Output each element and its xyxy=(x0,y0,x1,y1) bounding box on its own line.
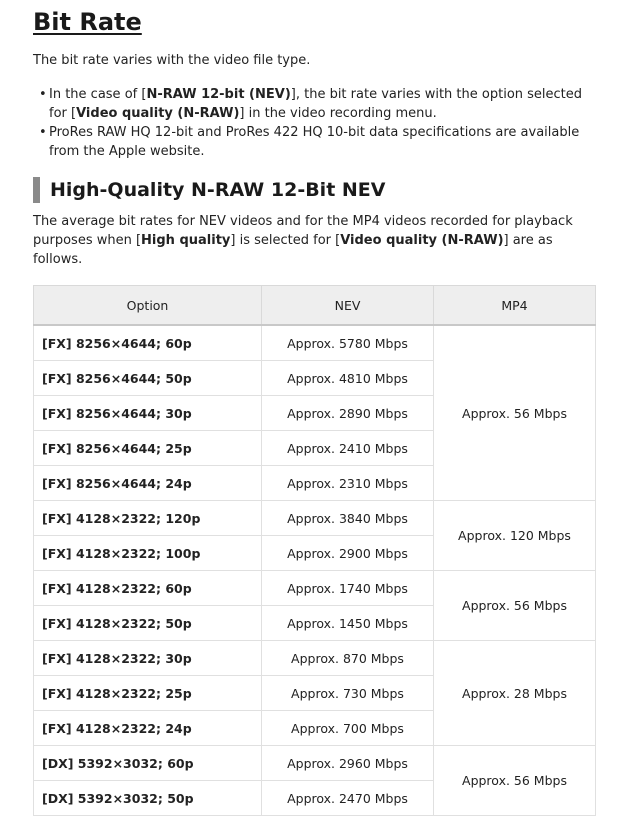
option-cell xyxy=(34,536,262,571)
desc-text: ] are as follows. xyxy=(33,233,553,267)
note-text: ], the bit rate varies with the option selected for [ xyxy=(49,87,583,121)
option-label: [FX] 4128×2322; 60p xyxy=(42,580,192,596)
option-cell xyxy=(34,501,262,536)
intro-text: The bit rate varies with the video file type. xyxy=(33,53,311,68)
mp4-cell: Approx. 56 Mbps xyxy=(434,325,596,501)
option-cell xyxy=(34,676,262,711)
option-cell xyxy=(34,711,262,746)
note-item-prores: • ProRes RAW HQ 12-bit and ProRes 422 HQ 10-bit data specifications are available from the Apple website. xyxy=(49,123,595,161)
notes-list xyxy=(33,85,595,161)
note-item-nraw xyxy=(49,85,595,123)
option-cell xyxy=(34,361,262,396)
option-label: [FX] 8256×4644; 24p xyxy=(42,475,192,491)
option-label: [DX] 5392×3032; 50p xyxy=(42,790,194,806)
option-cell xyxy=(34,431,262,466)
nev-cell: Approx. 5780 Mbps xyxy=(262,325,434,361)
option-cell xyxy=(34,571,262,606)
nev-cell: Approx. 3840 Mbps xyxy=(262,501,434,536)
header-mp4: MP4 xyxy=(434,286,596,326)
option-cell xyxy=(34,641,262,676)
nev-cell: Approx. 870 Mbps xyxy=(262,641,434,676)
option-cell xyxy=(34,396,262,431)
option-label: [FX] 4128×2322; 120p xyxy=(42,510,201,526)
note-bold-term: Video quality (N-RAW) xyxy=(76,106,240,121)
mp4-cell: Approx. 28 Mbps xyxy=(434,641,596,746)
desc-bold-term: Video quality (N-RAW) xyxy=(340,233,504,248)
nev-cell: Approx. 2470 Mbps xyxy=(262,781,434,816)
option-label: [FX] 4128×2322; 24p xyxy=(42,720,192,736)
nev-cell: Approx. 1450 Mbps xyxy=(262,606,434,641)
mp4-cell: Approx. 56 Mbps xyxy=(434,746,596,816)
desc-text: The average bit rates for NEV videos and for the MP4 videos recorded for playback purposes when [ xyxy=(33,214,573,248)
option-label: [FX] 8256×4644; 60p xyxy=(42,335,192,351)
nev-cell: Approx. 2310 Mbps xyxy=(262,466,434,501)
note-bold-term: N-RAW 12-bit (NEV) xyxy=(146,87,291,102)
option-cell xyxy=(34,746,262,781)
page-title: Bit Rate xyxy=(33,8,142,36)
table-row xyxy=(34,746,596,781)
option-label: [FX] 4128×2322; 50p xyxy=(42,615,192,631)
desc-bold-term: High quality xyxy=(141,233,231,248)
option-label: [FX] 4128×2322; 30p xyxy=(42,650,192,666)
table-row xyxy=(34,325,596,361)
nev-cell: Approx. 4810 Mbps xyxy=(262,361,434,396)
nev-cell: Approx. 2890 Mbps xyxy=(262,396,434,431)
bitrate-table xyxy=(33,285,596,816)
note-text: ] in the video recording menu. xyxy=(239,106,437,121)
option-label: [FX] 4128×2322; 100p xyxy=(42,545,201,561)
option-cell xyxy=(34,325,262,361)
nev-cell: Approx. 2960 Mbps xyxy=(262,746,434,781)
option-label: [FX] 4128×2322; 25p xyxy=(42,685,192,701)
nev-cell: Approx. 700 Mbps xyxy=(262,711,434,746)
header-option: Option xyxy=(34,286,262,326)
note-text: In the case of [ xyxy=(49,87,147,102)
nev-cell: Approx. 1740 Mbps xyxy=(262,571,434,606)
option-label: [FX] 8256×4644; 50p xyxy=(42,370,192,386)
nev-cell: Approx. 2900 Mbps xyxy=(262,536,434,571)
mp4-cell: Approx. 120 Mbps xyxy=(434,501,596,571)
option-cell xyxy=(34,781,262,816)
mp4-cell: Approx. 56 Mbps xyxy=(434,571,596,641)
table-header-row xyxy=(34,286,596,326)
section-heading: High-Quality N-RAW 12-Bit NEV xyxy=(33,177,595,203)
header-nev: NEV xyxy=(262,286,434,326)
option-label: [DX] 5392×3032; 60p xyxy=(42,755,194,771)
desc-text: ] is selected for [ xyxy=(230,233,341,248)
option-label: [FX] 8256×4644; 25p xyxy=(42,440,192,456)
table-row xyxy=(34,501,596,536)
option-cell xyxy=(34,606,262,641)
nev-cell: Approx. 730 Mbps xyxy=(262,676,434,711)
option-cell xyxy=(34,466,262,501)
section-description xyxy=(33,212,595,269)
option-label: [FX] 8256×4644; 30p xyxy=(42,405,192,421)
table-row xyxy=(34,571,596,606)
nev-cell: Approx. 2410 Mbps xyxy=(262,431,434,466)
table-row xyxy=(34,641,596,676)
